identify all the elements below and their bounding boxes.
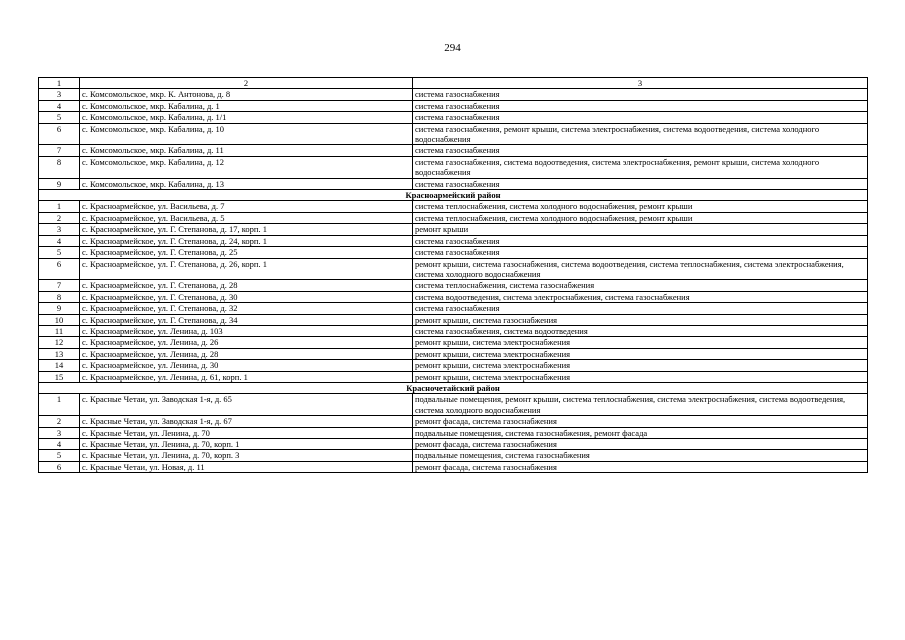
row-number: 5: [39, 247, 80, 258]
table-row: [39, 450, 868, 461]
table-row: [39, 224, 868, 235]
row-number: 1: [39, 201, 80, 212]
row-works: ремонт крыши, система газоснабжения, система водоотведения, система теплоснабжения, система электроснабжения, система холодного водоснабжения: [413, 258, 868, 280]
row-number: 11: [39, 325, 80, 336]
table-row: [39, 371, 868, 382]
row-address: с. Комсомольское, мкр. Кабалина, д. 10: [80, 123, 413, 145]
row-works: система газоснабжения: [413, 303, 868, 314]
row-number: 4: [39, 100, 80, 111]
row-number: 1: [39, 394, 80, 416]
row-number: 6: [39, 123, 80, 145]
table-row: [39, 201, 868, 212]
row-number: 13: [39, 348, 80, 359]
header-col-1: 1: [39, 78, 80, 89]
table-row: [39, 89, 868, 100]
table-row: [39, 348, 868, 359]
row-address: с. Красные Четаи, ул. Новая, д. 11: [80, 461, 413, 472]
row-address: с. Комсомольское, мкр. К. Антонова, д. 8: [80, 89, 413, 100]
row-address: с. Красноармейское, ул. Г. Степанова, д. 32: [80, 303, 413, 314]
table-row: [39, 360, 868, 371]
row-works: система теплоснабжения, система холодного водоснабжения, ремонт крыши: [413, 212, 868, 223]
table-row: [39, 416, 868, 427]
row-number: 10: [39, 314, 80, 325]
row-number: 9: [39, 303, 80, 314]
row-number: 6: [39, 258, 80, 280]
table-row: [39, 235, 868, 246]
row-address: с. Комсомольское, мкр. Кабалина, д. 1/1: [80, 112, 413, 123]
row-address: с. Красноармейское, ул. Ленина, д. 103: [80, 325, 413, 336]
buildings-table: [38, 77, 868, 473]
row-address: с. Красноармейское, ул. Ленина, д. 61, корп. 1: [80, 371, 413, 382]
district-heading-row: [39, 190, 868, 201]
row-number: 6: [39, 461, 80, 472]
row-number: 4: [39, 235, 80, 246]
row-number: 7: [39, 145, 80, 156]
row-number: 2: [39, 416, 80, 427]
row-number: 4: [39, 439, 80, 450]
table-body: [39, 78, 868, 473]
row-works: ремонт крыши, система электроснабжения: [413, 360, 868, 371]
row-works: ремонт фасада, система газоснабжения: [413, 439, 868, 450]
row-works: подвальные помещения, система газоснабжения, ремонт фасада: [413, 427, 868, 438]
row-number: 3: [39, 224, 80, 235]
row-address: с. Красноармейское, ул. Г. Степанова, д. 34: [80, 314, 413, 325]
row-works: ремонт крыши, система газоснабжения: [413, 314, 868, 325]
row-number: 7: [39, 280, 80, 291]
row-number: 5: [39, 112, 80, 123]
row-address: с. Красноармейское, ул. Г. Степанова, д. 28: [80, 280, 413, 291]
row-address: с. Красные Четаи, ул. Ленина, д. 70: [80, 427, 413, 438]
page-number: 294: [444, 42, 461, 54]
header-col-3: 3: [413, 78, 868, 89]
row-address: с. Красноармейское, ул. Г. Степанова, д. 26, корп. 1: [80, 258, 413, 280]
table-row: [39, 112, 868, 123]
row-number: 9: [39, 178, 80, 189]
row-works: система газоснабжения: [413, 100, 868, 111]
row-number: 8: [39, 291, 80, 302]
table-header-row: [39, 78, 868, 89]
row-address: с. Красные Четаи, ул. Заводская 1-я, д. 65: [80, 394, 413, 416]
row-number: 14: [39, 360, 80, 371]
row-works: система водоотведения, система электроснабжения, система газоснабжения: [413, 291, 868, 302]
table-row: [39, 337, 868, 348]
row-address: с. Красные Четаи, ул. Ленина, д. 70, корп. 1: [80, 439, 413, 450]
table-row: [39, 303, 868, 314]
row-address: с. Красноармейское, ул. Ленина, д. 26: [80, 337, 413, 348]
table-row: [39, 314, 868, 325]
row-works: система газоснабжения: [413, 112, 868, 123]
header-col-2: 2: [80, 78, 413, 89]
row-works: ремонт фасада, система газоснабжения: [413, 416, 868, 427]
row-works: ремонт крыши: [413, 224, 868, 235]
table-row: [39, 247, 868, 258]
row-address: с. Красноармейское, ул. Ленина, д. 28: [80, 348, 413, 359]
row-address: с. Красные Четаи, ул. Заводская 1-я, д. 67: [80, 416, 413, 427]
table-row: [39, 427, 868, 438]
row-works: система газоснабжения: [413, 89, 868, 100]
row-number: 3: [39, 427, 80, 438]
row-address: с. Красноармейское, ул. Г. Степанова, д. 30: [80, 291, 413, 302]
row-works: система теплоснабжения, система холодного водоснабжения, ремонт крыши: [413, 201, 868, 212]
row-address: с. Комсомольское, мкр. Кабалина, д. 12: [80, 156, 413, 178]
row-works: система газоснабжения: [413, 145, 868, 156]
district-heading: Красночетайский район: [39, 382, 868, 393]
row-works: система газоснабжения: [413, 178, 868, 189]
row-number: 2: [39, 212, 80, 223]
row-address: с. Красноармейское, ул. Г. Степанова, д. 24, корп. 1: [80, 235, 413, 246]
row-number: 15: [39, 371, 80, 382]
row-works: ремонт фасада, система газоснабжения: [413, 461, 868, 472]
row-works: система газоснабжения, система водоотведения: [413, 325, 868, 336]
row-address: с. Красноармейское, ул. Г. Степанова, д. 17, корп. 1: [80, 224, 413, 235]
row-works: подвальные помещения, система газоснабжения: [413, 450, 868, 461]
row-works: система газоснабжения, ремонт крыши, система электроснабжения, система водоотведения, система холодного водоснабжения: [413, 123, 868, 145]
row-works: система газоснабжения: [413, 247, 868, 258]
row-works: система газоснабжения: [413, 235, 868, 246]
table-row: [39, 212, 868, 223]
table-row: [39, 291, 868, 302]
table-row: [39, 325, 868, 336]
row-address: с. Комсомольское, мкр. Кабалина, д. 11: [80, 145, 413, 156]
row-number: 8: [39, 156, 80, 178]
table-row: [39, 123, 868, 145]
row-number: 5: [39, 450, 80, 461]
table-row: [39, 156, 868, 178]
row-address: с. Комсомольское, мкр. Кабалина, д. 1: [80, 100, 413, 111]
row-works: система теплоснабжения, система газоснабжения: [413, 280, 868, 291]
row-works: ремонт крыши, система электроснабжения: [413, 348, 868, 359]
table-row: [39, 394, 868, 416]
row-address: с. Комсомольское, мкр. Кабалина, д. 13: [80, 178, 413, 189]
table-row: [39, 280, 868, 291]
table-row: [39, 439, 868, 450]
row-works: ремонт крыши, система электроснабжения: [413, 337, 868, 348]
row-address: с. Красноармейское, ул. Г. Степанова, д. 25: [80, 247, 413, 258]
row-address: с. Красноармейское, ул. Ленина, д. 30: [80, 360, 413, 371]
row-works: система газоснабжения, система водоотведения, система электроснабжения, ремонт крыши, система холодного водоснабжения: [413, 156, 868, 178]
table-row: [39, 145, 868, 156]
table-row: [39, 461, 868, 472]
row-number: 12: [39, 337, 80, 348]
district-heading-row: [39, 382, 868, 393]
row-number: 3: [39, 89, 80, 100]
row-address: с. Красноармейское, ул. Васильева, д. 7: [80, 201, 413, 212]
district-heading: Красноармейский район: [39, 190, 868, 201]
table-row: [39, 100, 868, 111]
row-address: с. Красные Четаи, ул. Ленина, д. 70, корп. 3: [80, 450, 413, 461]
row-address: с. Красноармейское, ул. Васильева, д. 5: [80, 212, 413, 223]
row-works: ремонт крыши, система электроснабжения: [413, 371, 868, 382]
table-row: [39, 258, 868, 280]
table-row: [39, 178, 868, 189]
row-works: подвальные помещения, ремонт крыши, система теплоснабжения, система электроснабжения, система водоотведения, система холодного водоснабжения: [413, 394, 868, 416]
